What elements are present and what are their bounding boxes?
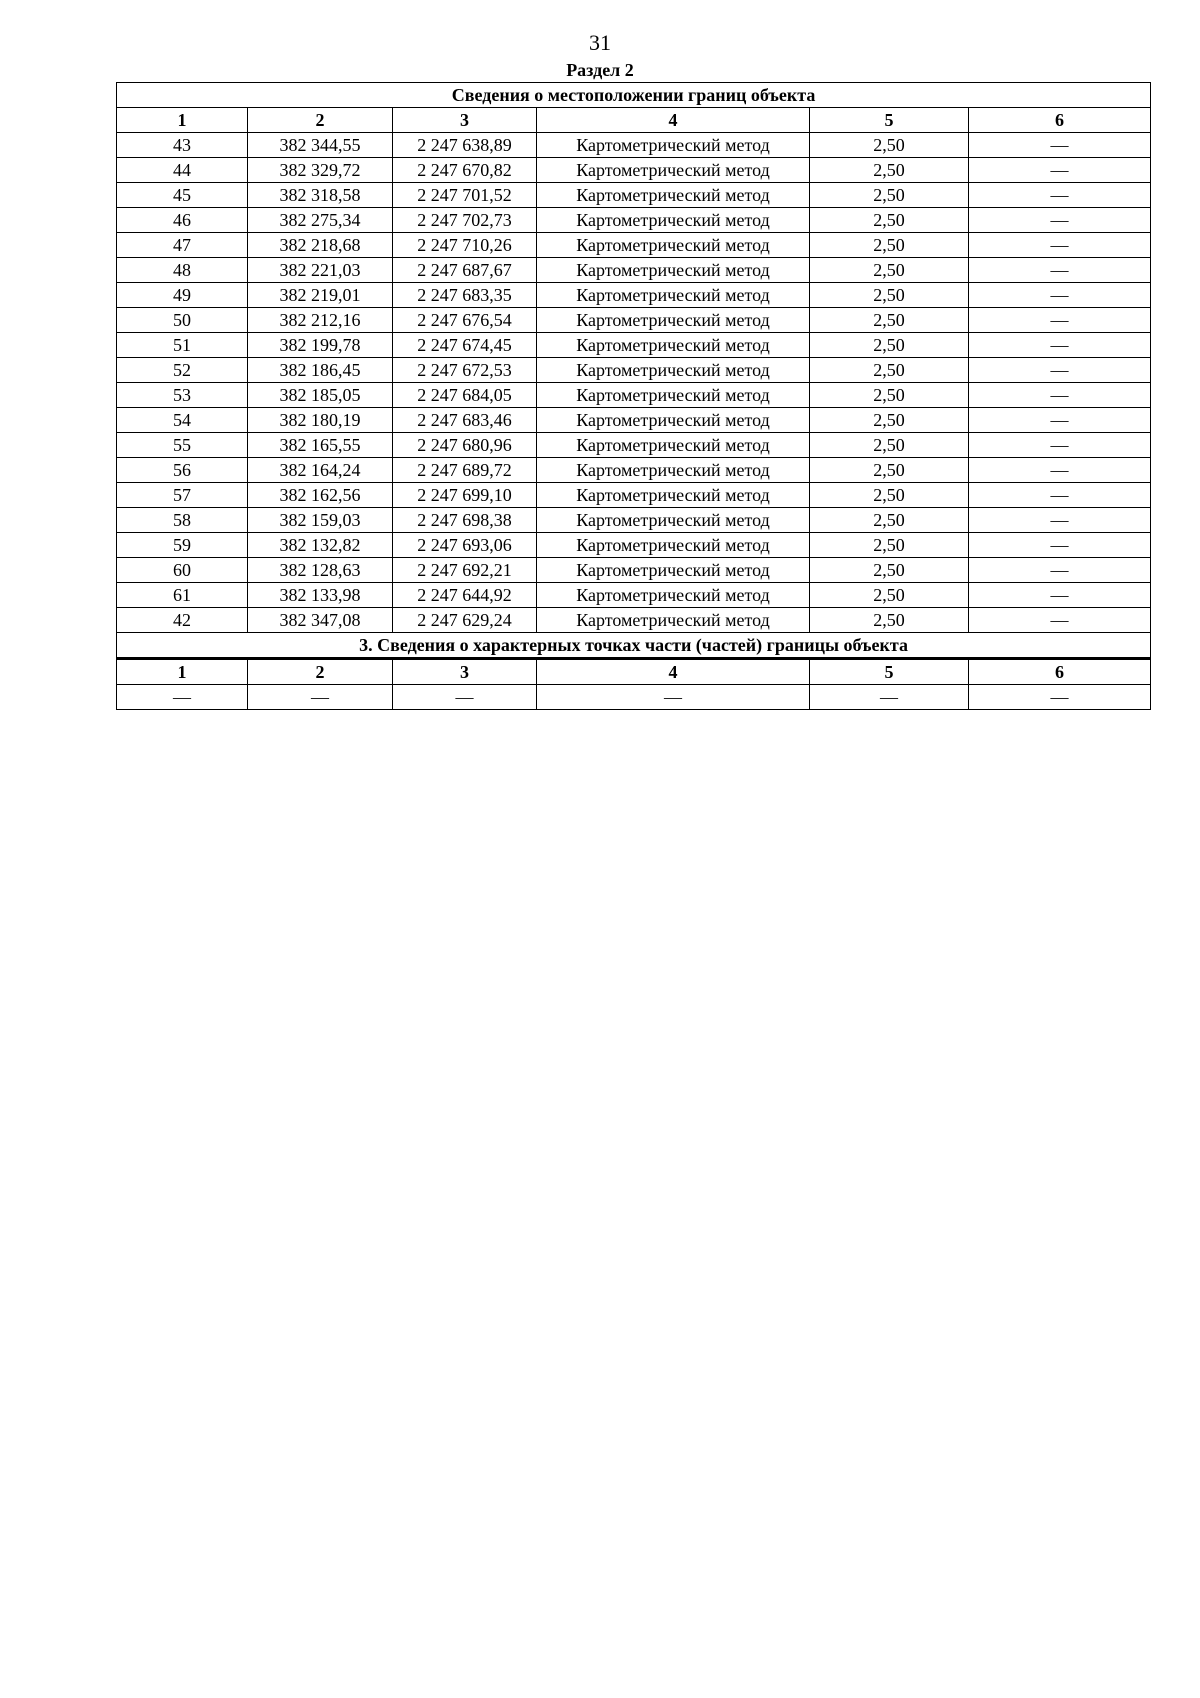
page-number: 31 [589, 30, 611, 55]
parts-column-number-row [117, 659, 1151, 685]
table-row [117, 508, 1151, 533]
table-cell: Картометрический метод [537, 258, 810, 283]
table-cell: 382 159,03 [248, 508, 393, 533]
table-cell: Картометрический метод [537, 158, 810, 183]
table-cell: 382 133,98 [248, 583, 393, 608]
table-cell: — [969, 183, 1151, 208]
table-row [117, 383, 1151, 408]
table-row [117, 408, 1151, 433]
table-cell: 43 [117, 133, 248, 158]
column-number-cell: 4 [537, 108, 810, 133]
table-cell: 2 247 701,52 [393, 183, 537, 208]
table-cell: 2,50 [810, 483, 969, 508]
table-row [117, 583, 1151, 608]
table-cell: 2,50 [810, 583, 969, 608]
table-cell: Картометрический метод [537, 408, 810, 433]
boundary-table-body [117, 83, 1151, 633]
table-cell: 46 [117, 208, 248, 233]
table-cell: Картометрический метод [537, 308, 810, 333]
table-cell: Картометрический метод [537, 583, 810, 608]
column-number-row [117, 108, 1151, 133]
table-cell: 2 247 638,89 [393, 133, 537, 158]
table-cell: 382 128,63 [248, 558, 393, 583]
table-cell: — [393, 685, 537, 710]
table-cell: 382 162,56 [248, 483, 393, 508]
table-cell: — [969, 583, 1151, 608]
table-cell: — [969, 283, 1151, 308]
table-row [117, 685, 1151, 710]
table-cell: 52 [117, 358, 248, 383]
table-cell: 2,50 [810, 258, 969, 283]
table-cell: 2 247 689,72 [393, 458, 537, 483]
table-cell: — [969, 258, 1151, 283]
table-cell: 2,50 [810, 333, 969, 358]
table-row [117, 558, 1151, 583]
table-cell: 2,50 [810, 433, 969, 458]
table-cell: 54 [117, 408, 248, 433]
table-row [117, 483, 1151, 508]
table-row [117, 183, 1151, 208]
table-cell: Картометрический метод [537, 233, 810, 258]
table-cell: 2,50 [810, 233, 969, 258]
table-cell: Картометрический метод [537, 333, 810, 358]
table-cell: 382 275,34 [248, 208, 393, 233]
table-cell: 61 [117, 583, 248, 608]
column-number-cell: 6 [969, 659, 1151, 685]
table-row [117, 258, 1151, 283]
column-number-cell: 3 [393, 108, 537, 133]
table-cell: Картометрический метод [537, 558, 810, 583]
table-cell: 56 [117, 458, 248, 483]
table-cell: 382 186,45 [248, 358, 393, 383]
section-title: Раздел 2 [566, 60, 634, 80]
table-cell: 60 [117, 558, 248, 583]
column-number-cell: 2 [248, 659, 393, 685]
table-cell: 51 [117, 333, 248, 358]
table-caption: Сведения о местоположении границ объекта [117, 83, 1151, 108]
table-cell: — [969, 308, 1151, 333]
table-row [117, 433, 1151, 458]
table-cell: — [969, 608, 1151, 633]
table-cell: 53 [117, 383, 248, 408]
table-cell: 2 247 644,92 [393, 583, 537, 608]
table-cell: Картометрический метод [537, 183, 810, 208]
table-cell: 2,50 [810, 158, 969, 183]
table-cell: Картометрический метод [537, 358, 810, 383]
table-cell: 382 165,55 [248, 433, 393, 458]
table-cell: 2,50 [810, 508, 969, 533]
table-cell: — [248, 685, 393, 710]
table-cell: — [969, 533, 1151, 558]
table-cell: — [969, 508, 1151, 533]
table-cell: — [969, 358, 1151, 383]
table-cell: 49 [117, 283, 248, 308]
table-cell: — [969, 408, 1151, 433]
table-cell: 382 329,72 [248, 158, 393, 183]
table-cell: 382 185,05 [248, 383, 393, 408]
table-cell: — [969, 433, 1151, 458]
table-cell: 382 344,55 [248, 133, 393, 158]
table-cell: 58 [117, 508, 248, 533]
table-cell: 2,50 [810, 533, 969, 558]
parts-caption-row [117, 633, 1151, 659]
table-cell: — [537, 685, 810, 710]
table-cell: 2 247 687,67 [393, 258, 537, 283]
table-cell: Картометрический метод [537, 433, 810, 458]
table-cell: 2 247 629,24 [393, 608, 537, 633]
table-cell: — [969, 233, 1151, 258]
table-cell: 2 247 684,05 [393, 383, 537, 408]
table-cell: 59 [117, 533, 248, 558]
table-cell: 2 247 702,73 [393, 208, 537, 233]
table-cell: 2 247 693,06 [393, 533, 537, 558]
parts-table-caption: 3. Сведения о характерных точках части (частей) границы объекта [117, 633, 1151, 659]
table-cell: 2 247 710,26 [393, 233, 537, 258]
column-number-cell: 5 [810, 108, 969, 133]
table-row [117, 308, 1151, 333]
table-cell: 50 [117, 308, 248, 333]
table-cell: 44 [117, 158, 248, 183]
table-cell: 2 247 683,46 [393, 408, 537, 433]
table-cell: 2,50 [810, 308, 969, 333]
table-cell: Картометрический метод [537, 458, 810, 483]
column-number-cell: 1 [117, 108, 248, 133]
table-cell: 55 [117, 433, 248, 458]
table-cell: Картометрический метод [537, 608, 810, 633]
table-cell: 42 [117, 608, 248, 633]
table-cell: 57 [117, 483, 248, 508]
table-cell: 382 347,08 [248, 608, 393, 633]
table-cell: 382 218,68 [248, 233, 393, 258]
table-cell: 382 180,19 [248, 408, 393, 433]
table-cell: 382 212,16 [248, 308, 393, 333]
table-row [117, 233, 1151, 258]
table-row [117, 158, 1151, 183]
table-cell: Картометрический метод [537, 283, 810, 308]
table-cell: 2 247 674,45 [393, 333, 537, 358]
table-cell: — [969, 483, 1151, 508]
table-cell: — [969, 333, 1151, 358]
table-cell: 2,50 [810, 383, 969, 408]
table-cell: Картометрический метод [537, 483, 810, 508]
table-cell: Картометрический метод [537, 533, 810, 558]
table-cell: 382 132,82 [248, 533, 393, 558]
table-cell: 2,50 [810, 358, 969, 383]
table-cell: 382 318,58 [248, 183, 393, 208]
table-cell: — [969, 558, 1151, 583]
table-cell: 48 [117, 258, 248, 283]
table-cell: 2,50 [810, 558, 969, 583]
table-row [117, 608, 1151, 633]
table-cell: — [117, 685, 248, 710]
table-cell: 2 247 692,21 [393, 558, 537, 583]
table-row [117, 358, 1151, 383]
table-cell: — [969, 685, 1151, 710]
table-cell: 2,50 [810, 608, 969, 633]
table-cell: 382 219,01 [248, 283, 393, 308]
table-caption-row [117, 83, 1151, 108]
table-row [117, 458, 1151, 483]
table-row [117, 208, 1151, 233]
table-cell: 2,50 [810, 458, 969, 483]
table-cell: 45 [117, 183, 248, 208]
table-cell: 2 247 698,38 [393, 508, 537, 533]
table-cell: 2,50 [810, 208, 969, 233]
table-cell: Картометрический метод [537, 208, 810, 233]
table-cell: 2 247 670,82 [393, 158, 537, 183]
column-number-cell: 3 [393, 659, 537, 685]
table-cell: Картометрический метод [537, 508, 810, 533]
column-number-cell: 6 [969, 108, 1151, 133]
table-cell: Картометрический метод [537, 383, 810, 408]
table-cell: 382 199,78 [248, 333, 393, 358]
column-number-cell: 5 [810, 659, 969, 685]
column-number-cell: 1 [117, 659, 248, 685]
table-cell: 2 247 683,35 [393, 283, 537, 308]
table-row [117, 333, 1151, 358]
table-cell: 2 247 672,53 [393, 358, 537, 383]
table-cell: — [969, 458, 1151, 483]
column-number-cell: 4 [537, 659, 810, 685]
table-cell: — [969, 208, 1151, 233]
table-cell: 2 247 680,96 [393, 433, 537, 458]
table-cell: — [969, 133, 1151, 158]
table-cell: 2 247 699,10 [393, 483, 537, 508]
boundary-table [116, 82, 1151, 710]
table-row [117, 283, 1151, 308]
table-cell: 2 247 676,54 [393, 308, 537, 333]
table-cell: 382 221,03 [248, 258, 393, 283]
table-row [117, 533, 1151, 558]
parts-table-body [117, 633, 1151, 710]
table-cell: 2,50 [810, 183, 969, 208]
table-cell: — [969, 158, 1151, 183]
table-cell: — [810, 685, 969, 710]
table-cell: 2,50 [810, 133, 969, 158]
table-cell: Картометрический метод [537, 133, 810, 158]
table-cell: 382 164,24 [248, 458, 393, 483]
table-cell: — [969, 383, 1151, 408]
table-row [117, 133, 1151, 158]
table-cell: 2,50 [810, 408, 969, 433]
table-cell: 2,50 [810, 283, 969, 308]
table-cell: 47 [117, 233, 248, 258]
column-number-cell: 2 [248, 108, 393, 133]
